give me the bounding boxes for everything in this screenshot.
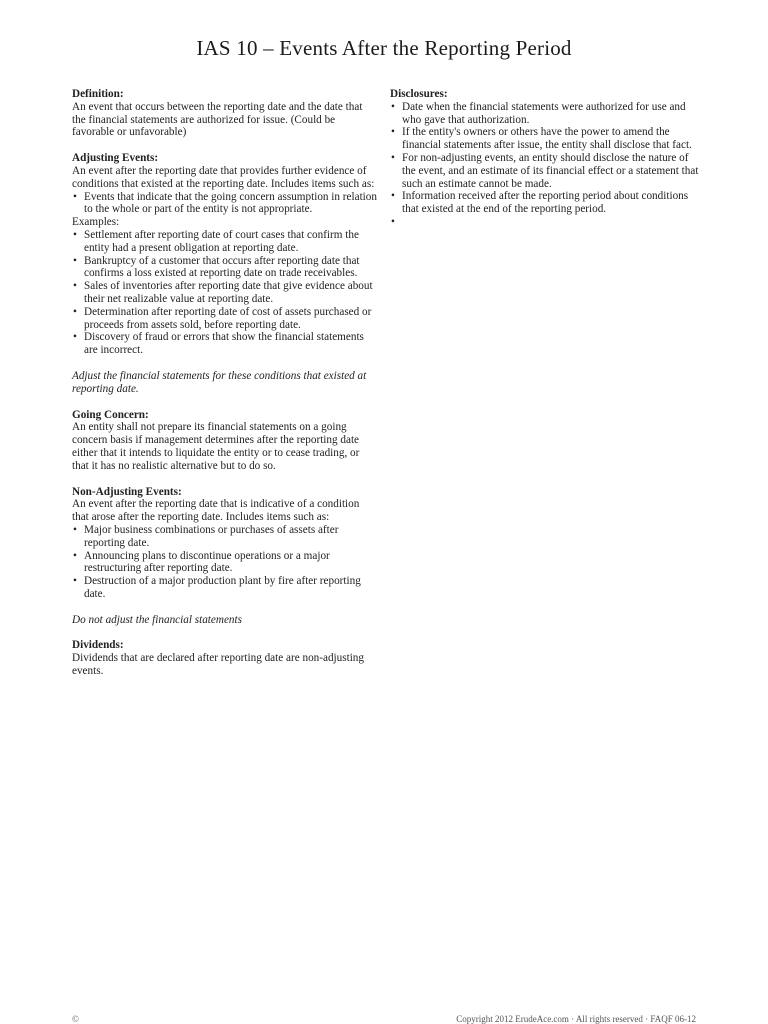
definition-section xyxy=(72,88,378,139)
list-item: • Destruction of a major production plant by fire after reporting date. xyxy=(72,575,378,601)
adjusting-note: Adjust the financial statements for these conditions that existed at reporting date. xyxy=(72,369,367,395)
definition-text: An event that occurs between the reporting date and the date that the financial statements are authorized for issue. (Could be favorable or unfavorable) xyxy=(72,100,363,139)
disclosures-heading: Disclosures: xyxy=(390,88,448,100)
footer-copyright: Copyright 2012 ErudeAce.com · All rights reserved · FAQF 06-12 xyxy=(456,1014,696,1024)
empty-list-item xyxy=(390,216,700,229)
right-column xyxy=(390,88,700,242)
list-item: • Discovery of fraud or errors that show the financial statements are incorrect. xyxy=(72,331,378,357)
adjusting-items-list xyxy=(72,191,378,217)
adjusting-events-intro: An event after the reporting date that provides further evidence of conditions that existed at the reporting date. Includes items such as: xyxy=(72,164,375,190)
list-item: • Date when the financial statements were authorized for use and who gave that authorization. xyxy=(390,101,700,127)
examples-label: Examples: xyxy=(72,216,120,229)
list-item: • Announcing plans to discontinue operations or a major restructuring after reporting date. xyxy=(72,550,378,576)
adjusting-events-heading: Adjusting Events: xyxy=(72,152,159,165)
list-item: • Major business combinations or purchases of assets after reporting date. xyxy=(72,524,378,550)
list-item: • Determination after reporting date of cost of assets purchased or proceeds from assets sold, before reporting date. xyxy=(72,306,378,332)
list-item: • Information received after the reporting period about conditions that existed at the end of the reporting period. xyxy=(390,190,700,216)
list-item: • If the entity's owners or others have the power to amend the financial statements after issue, the entity shall disclose that fact. xyxy=(390,126,700,152)
going-concern-section xyxy=(72,409,378,473)
list-item: • Settlement after reporting date of court cases that confirm the entity had a present obligation at reporting date. xyxy=(72,229,378,255)
non-adjusting-events-heading: Non-Adjusting Events: xyxy=(72,485,182,498)
adjusting-note-section xyxy=(72,370,378,396)
disclosures-section xyxy=(390,88,700,229)
going-concern-heading: Going Concern: xyxy=(72,408,149,421)
list-item: • For non-adjusting events, an entity should disclose the nature of the event, and an estimate of its financial effect or a statement that such an estimate cannot be made. xyxy=(390,152,700,190)
definition-heading: Definition: xyxy=(72,88,124,100)
list-item: • Events that indicate that the going concern assumption in relation to the whole or part of the entity is not appropriate. xyxy=(72,191,378,217)
dividends-heading: Dividends: xyxy=(72,639,124,652)
list-item: • Bankruptcy of a customer that occurs after reporting date that confirms a loss existed at reporting date on trade receivables. xyxy=(72,255,378,281)
non-adjusting-note: Do not adjust the financial statements xyxy=(72,613,242,626)
disclosures-list xyxy=(390,101,700,229)
going-concern-text: An entity shall not prepare its financial statements on a going concern basis if management determines after the reporting date either that it intends to liquidate the entity or to cease trading, or that it has no realistic alternative but to do so. xyxy=(72,421,360,472)
non-adjusting-items-list xyxy=(72,524,378,601)
footer-left-mark: © xyxy=(72,1014,79,1024)
non-adjusting-note-section xyxy=(72,614,378,627)
page-title: IAS 10 – Events After the Reporting Period xyxy=(196,36,572,60)
left-column xyxy=(72,88,378,691)
dividends-text: Dividends that are declared after reporting date are non-adjusting events. xyxy=(72,652,364,678)
list-item: • Sales of inventories after reporting date that give evidence about their net realizable value at reporting date. xyxy=(72,280,378,306)
page-footer xyxy=(0,1014,768,1024)
adjusting-events-section xyxy=(72,152,378,357)
non-adjusting-events-section xyxy=(72,486,378,601)
non-adjusting-events-intro: An event after the reporting date that is indicative of a condition that arose after the reporting date. Includes items such as: xyxy=(72,498,360,524)
dividends-section xyxy=(72,639,378,677)
examples-list xyxy=(72,229,378,357)
